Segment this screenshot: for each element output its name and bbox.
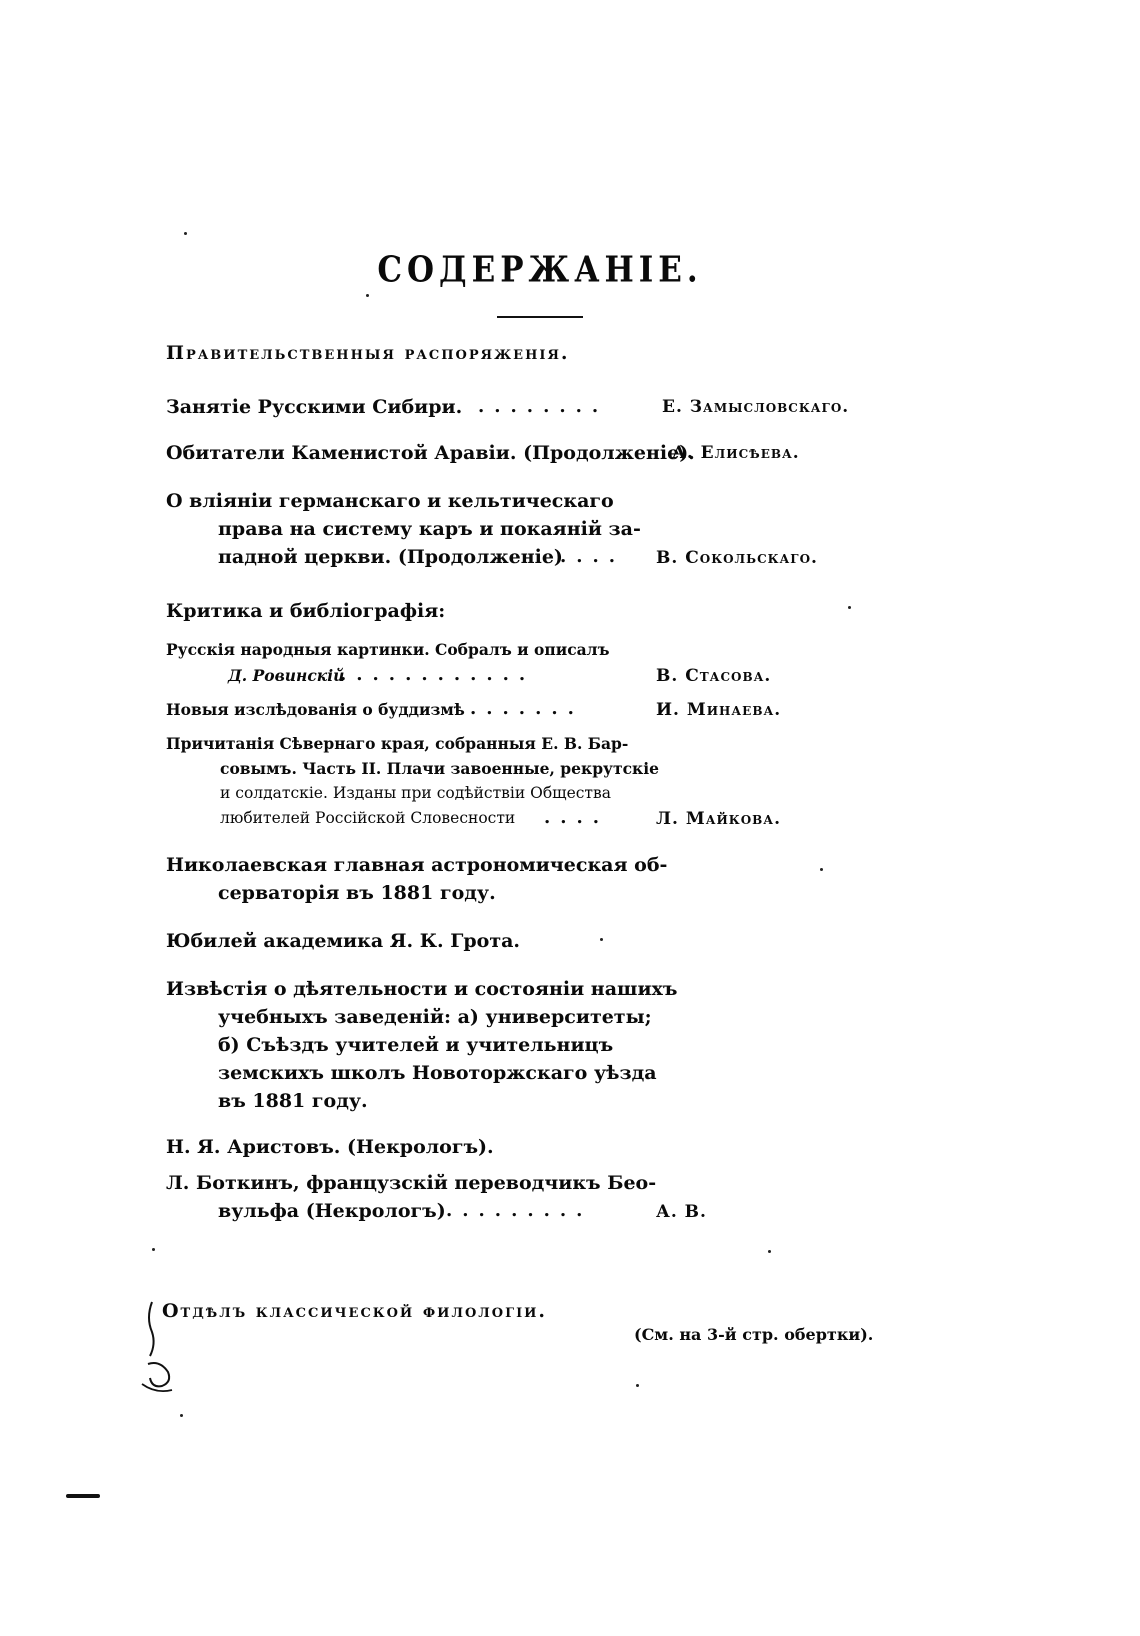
entry-arabia: Обитатели Каменистой Аравіи. (Продолженіе). — [166, 442, 695, 464]
speck — [152, 1248, 155, 1251]
speck — [600, 938, 603, 941]
speck — [820, 868, 823, 871]
entry-law-line1: О вліяніи германскаго и кельтическаго — [166, 490, 614, 512]
leader-dots: .... — [560, 546, 626, 567]
entry-grot-jubilee: Юбилей академика Я. К. Грота. — [166, 930, 521, 952]
section-heading-criticism: Критика и библіографія: — [166, 600, 446, 622]
leader-dots: ............ — [340, 664, 536, 685]
entry-news-line5: въ 1881 году. — [218, 1090, 368, 1112]
title-rule — [497, 316, 583, 318]
entry-author: Е. Замысловскаго. — [662, 397, 850, 417]
entry-aristov: Н. Я. Аристовъ. (Некрологъ). — [166, 1136, 494, 1158]
entry-author: Л. Майкова. — [656, 809, 782, 829]
speck — [848, 606, 851, 609]
entry-observatory-line1: Николаевская главная астрономическая об- — [166, 854, 668, 876]
entry-siberia: Занятіе Русскими Сибири. — [166, 396, 463, 418]
entry-classical-philology: Отдѣлъ классической филологіи. — [162, 1300, 548, 1322]
entry-observatory-line2: серваторія въ 1881 году. — [218, 882, 496, 904]
entry-botkin-line2: вульфа (Некрологъ) — [218, 1200, 446, 1222]
entry-laments-line3: и солдатскіе. Изданы при содѣйствіи Общества — [220, 784, 611, 802]
entry-botkin-line1: Л. Боткинъ, французскій переводчикъ Бео- — [166, 1172, 657, 1194]
entry-news-line4: земскихъ школъ Новоторжскаго уѣзда — [218, 1062, 657, 1084]
entry-author: А. В. — [656, 1202, 707, 1222]
entry-laments-line2: совымъ. Часть II. Плачи завоенные, рекрутскіе — [220, 759, 659, 778]
entry-buddhism: Новыя изслѣдованія о буддизмѣ — [166, 700, 465, 719]
entry-folk-pictures-line1: Русскія народныя картинки. Собралъ и описалъ — [166, 640, 610, 659]
entry-laments-line1: Причитанія Сѣвернаго края, собранныя Е. В. Бар- — [166, 734, 629, 753]
ornament-icon — [138, 1298, 178, 1398]
speck — [636, 1384, 639, 1387]
leader-dots: .... — [544, 807, 610, 828]
page-title: СОДЕРЖАНІЕ. — [377, 249, 703, 291]
entry-author: А. Елисѣева. — [672, 443, 800, 463]
entry-author: И. Минаева. — [656, 700, 782, 720]
speck — [180, 1414, 183, 1417]
speck — [366, 294, 369, 297]
leader-dots: ........ — [478, 396, 609, 417]
leader-dots: ....... — [470, 698, 584, 719]
entry-author: В. Стасова. — [656, 666, 772, 686]
speck — [184, 232, 187, 235]
leader-dots: ......... — [446, 1200, 593, 1221]
entry-government-orders: Правительственныя распоряженія. — [166, 342, 570, 364]
entry-laments-line4: любителей Россійской Словесности — [220, 809, 516, 827]
entry-news-line3: б) Съѣздъ учителей и учительницъ — [218, 1034, 614, 1056]
entry-author: В. Сокольскаго. — [656, 548, 818, 568]
entry-news-line1: Извѣстія о дѣятельности и состояніи нашихъ — [166, 978, 678, 1000]
footer-note: (См. на 3-й стр. обертки). — [634, 1325, 874, 1344]
entry-law-line2: права на систему каръ и покаяній за- — [218, 518, 641, 540]
margin-dash — [66, 1494, 100, 1498]
entry-folk-pictures-line2: Д. Ровинскій — [228, 666, 345, 685]
entry-law-line3: падной церкви. (Продолженіе) — [218, 546, 563, 568]
entry-news-line2: учебныхъ заведеній: а) университеты; — [218, 1006, 652, 1028]
speck — [768, 1250, 771, 1253]
